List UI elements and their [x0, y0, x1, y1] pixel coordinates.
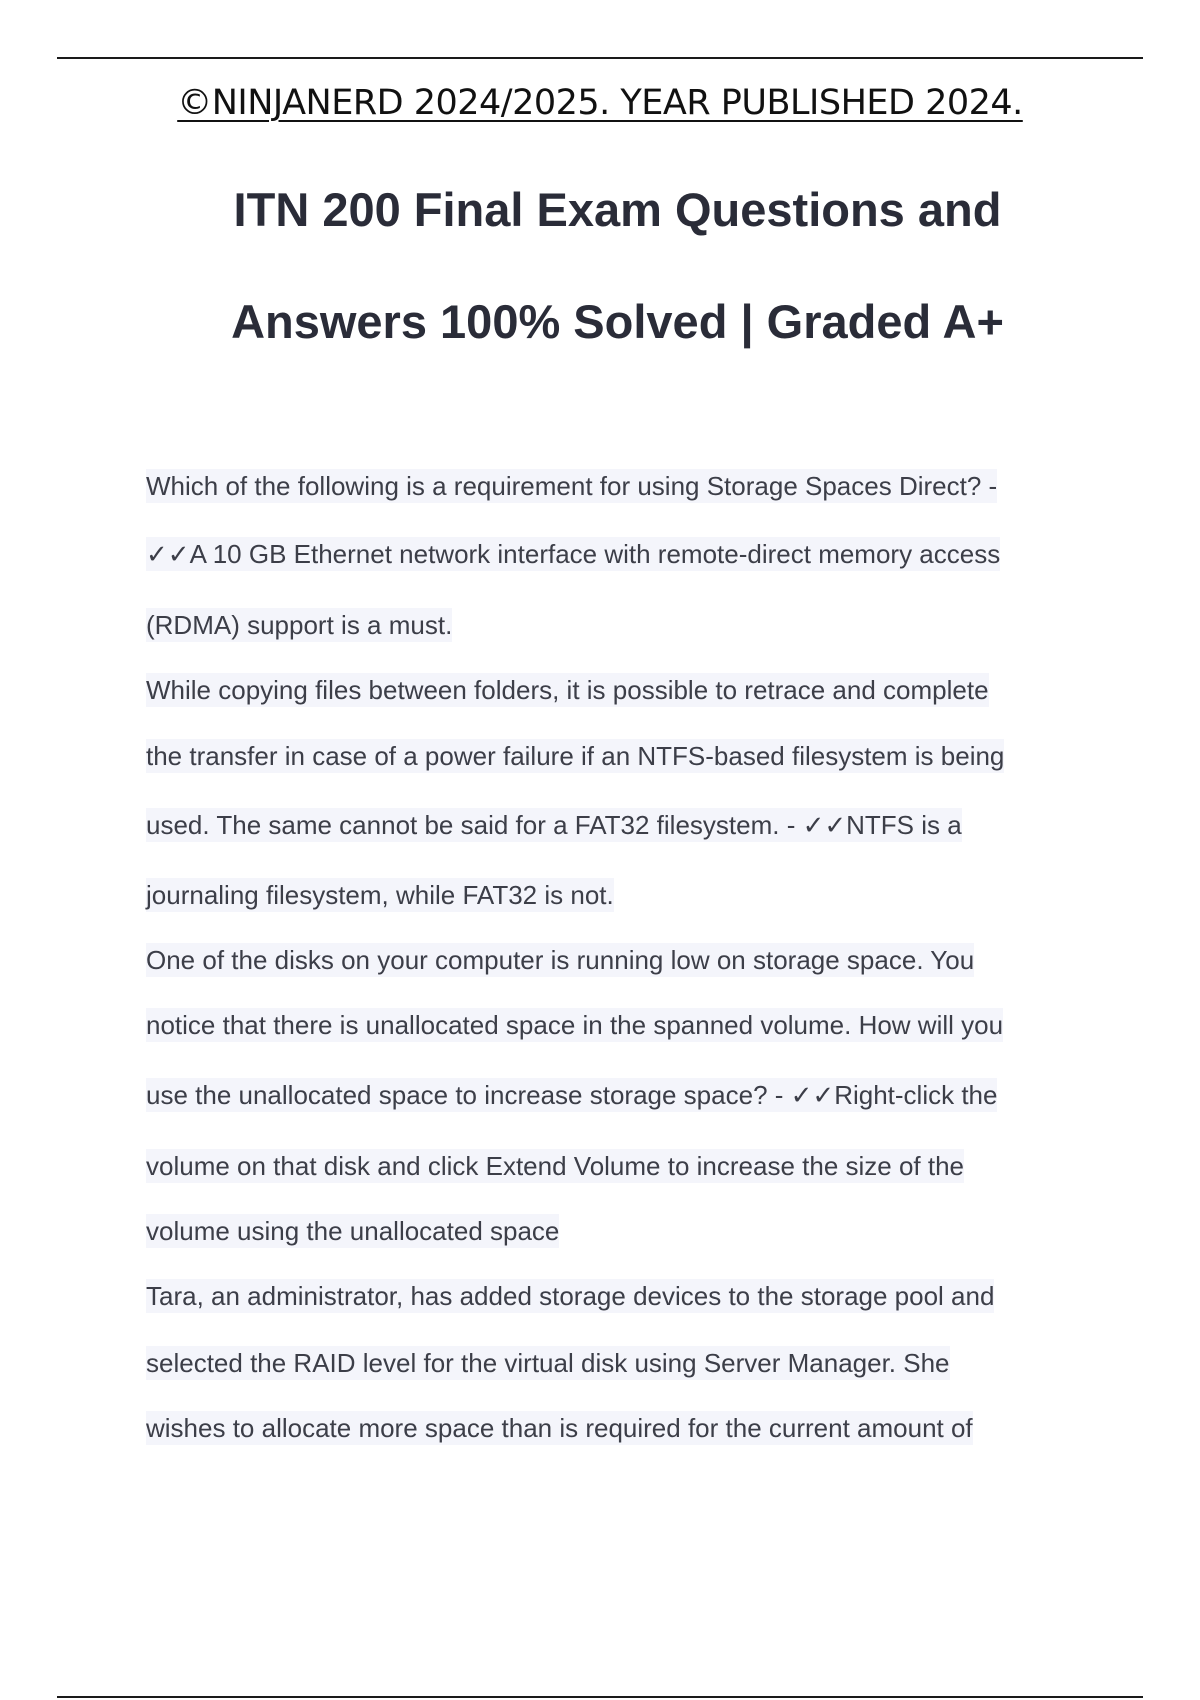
document-title-line-2: Answers 100% Solved | Graded A+ — [231, 295, 1004, 348]
copyright-header — [0, 78, 1200, 128]
body-line: wishes to allocate more space than is required for the current amount of — [146, 1413, 973, 1443]
body-line: (RDMA) support is a must. — [146, 610, 453, 640]
bottom-rule — [57, 1696, 1143, 1698]
body-line: volume on that disk and click Extend Volume to increase the size of the — [146, 1151, 965, 1181]
body-line: notice that there is unallocated space in the spanned volume. How will you — [146, 1010, 1004, 1040]
body-line: the transfer in case of a power failure if an NTFS-based filesystem is being — [146, 741, 1005, 771]
body-line: ✓✓A 10 GB Ethernet network interface with remote-direct memory access — [146, 539, 1001, 569]
body-line: One of the disks on your computer is running low on storage space. You — [146, 945, 975, 975]
top-rule — [57, 57, 1143, 59]
body-line: use the unallocated space to increase storage space? - ✓✓Right-click the — [146, 1080, 998, 1110]
body-line: volume using the unallocated space — [146, 1216, 560, 1246]
body-line: Tara, an administrator, has added storage devices to the storage pool and — [146, 1281, 995, 1311]
body-line: selected the RAID level for the virtual disk using Server Manager. She — [146, 1348, 950, 1378]
body-line: Which of the following is a requirement for using Storage Spaces Direct? - — [146, 471, 998, 501]
body-line: While copying files between folders, it is possible to retrace and complete — [146, 675, 989, 705]
document-title-line-1: ITN 200 Final Exam Questions and — [233, 183, 1002, 236]
copyright-text: ©NINJANERD 2024/2025. YEAR PUBLISHED 2024. — [177, 83, 1023, 123]
body-line: used. The same cannot be said for a FAT32 filesystem. - ✓✓NTFS is a — [146, 810, 962, 840]
body-line: journaling filesystem, while FAT32 is not. — [146, 880, 614, 910]
